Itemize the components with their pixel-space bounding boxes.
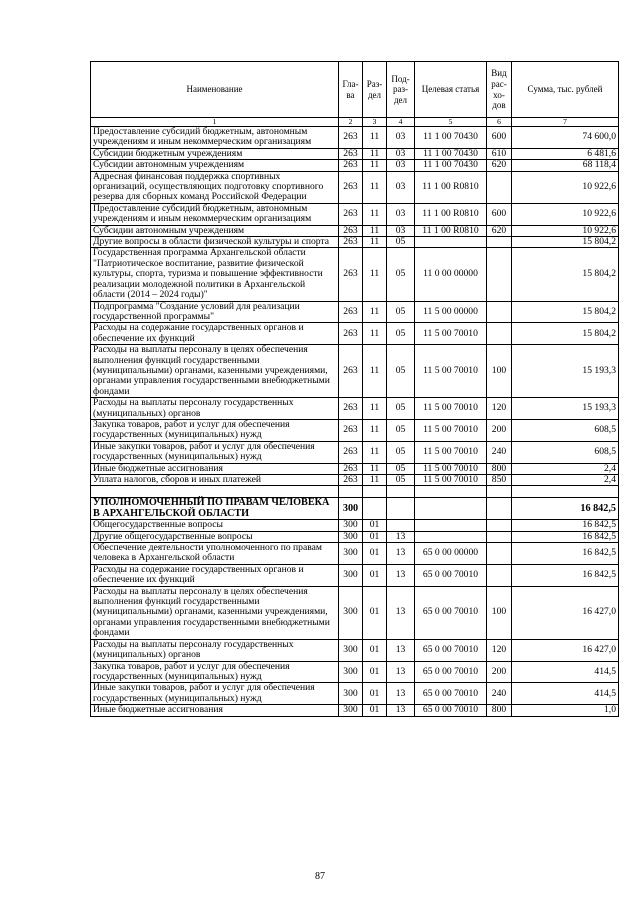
cell-vid: 200 <box>487 661 512 683</box>
cell-podrazdel: 03 <box>387 148 415 159</box>
cell-vid: 100 <box>487 345 512 398</box>
cell-name: Субсидии автономным учреждениям <box>91 225 339 236</box>
cell-vid: 240 <box>487 441 512 463</box>
cell-sum: 414,5 <box>512 683 619 705</box>
cell-razdel: 11 <box>363 463 387 474</box>
cell-sum: 10 922,6 <box>512 225 619 236</box>
page-number: 87 <box>315 871 325 882</box>
cell-sum: 15 804,2 <box>512 248 619 301</box>
cell-sum: 15 804,2 <box>512 301 619 323</box>
cell-razdel: 11 <box>363 441 387 463</box>
cell-sum: 2,4 <box>512 475 619 486</box>
cell-razdel: 11 <box>363 323 387 345</box>
cell-podrazdel: 03 <box>387 160 415 171</box>
cell-target <box>415 498 487 520</box>
cell-razdel: 11 <box>363 160 387 171</box>
cell-podrazdel: 13 <box>387 543 415 565</box>
table-row <box>91 520 619 531</box>
cell-sum: 2,4 <box>512 463 619 474</box>
cell-vid <box>487 498 512 520</box>
cell-glava <box>339 486 363 498</box>
cell-razdel: 11 <box>363 127 387 149</box>
table-row <box>91 398 619 420</box>
header-glava: Гла-ва <box>339 62 363 118</box>
table-row <box>91 237 619 248</box>
cell-razdel: 01 <box>363 683 387 705</box>
cell-glava: 263 <box>339 441 363 463</box>
header-razdel: Раз-дел <box>363 62 387 118</box>
table-row <box>91 248 619 301</box>
cell-podrazdel: 03 <box>387 171 415 203</box>
table-row <box>91 301 619 323</box>
cell-vid: 620 <box>487 225 512 236</box>
cell-razdel: 11 <box>363 225 387 236</box>
cell-name: Расходы на содержание государственных органов и обеспечение их функций <box>91 323 339 345</box>
cell-glava: 263 <box>339 398 363 420</box>
cell-name: Субсидии автономным учреждениям <box>91 160 339 171</box>
cell-target: 11 1 00 70430 <box>415 160 487 171</box>
header-vid: Вид рас-хо-дов <box>487 62 512 118</box>
cell-name: Другие вопросы в области физической культуры и спорта <box>91 237 339 248</box>
cell-razdel: 01 <box>363 520 387 531</box>
cell-podrazdel <box>387 520 415 531</box>
cell-glava: 263 <box>339 171 363 203</box>
cell-sum: 16 842,5 <box>512 520 619 531</box>
cell-vid <box>487 520 512 531</box>
cell-name: Предоставление субсидий бюджетным, автономным учреждениям и иным некоммерческим организациям <box>91 127 339 149</box>
cell-glava: 263 <box>339 127 363 149</box>
cell-vid <box>487 248 512 301</box>
cell-sum: 74 600,0 <box>512 127 619 149</box>
table-row <box>91 419 619 441</box>
cell-podrazdel: 05 <box>387 398 415 420</box>
cell-sum: 6 481,6 <box>512 148 619 159</box>
cell-razdel: 01 <box>363 705 387 716</box>
table-row <box>91 586 619 639</box>
cell-vid <box>487 543 512 565</box>
cell-razdel: 01 <box>363 661 387 683</box>
cell-name: Иные бюджетные ассигнования <box>91 463 339 474</box>
cell-sum: 16 427,0 <box>512 639 619 661</box>
cell-glava: 300 <box>339 498 363 520</box>
cell-name: Подпрограмма "Создание условий для реализации государственной программы" <box>91 301 339 323</box>
cell-name: Предоставление субсидий бюджетным, автономным учреждениям и иным некоммерческим организациям <box>91 203 339 225</box>
column-number: 4 <box>387 118 415 127</box>
budget-table <box>90 61 619 717</box>
cell-sum: 16 427,0 <box>512 586 619 639</box>
cell-glava: 263 <box>339 345 363 398</box>
cell-sum: 608,5 <box>512 441 619 463</box>
cell-podrazdel: 05 <box>387 419 415 441</box>
budget-table-sheet <box>90 61 618 717</box>
cell-target: 65 0 00 70010 <box>415 564 487 586</box>
cell-sum: 16 842,5 <box>512 564 619 586</box>
cell-target <box>415 237 487 248</box>
table-row <box>91 564 619 586</box>
header-target: Целевая статья <box>415 62 487 118</box>
cell-target: 11 5 00 70010 <box>415 419 487 441</box>
cell-glava: 263 <box>339 323 363 345</box>
cell-target <box>415 520 487 531</box>
cell-vid: 600 <box>487 127 512 149</box>
table-row <box>91 531 619 542</box>
cell-razdel: 11 <box>363 398 387 420</box>
cell-glava: 263 <box>339 419 363 441</box>
cell-razdel <box>363 486 387 498</box>
cell-target: 65 0 00 00000 <box>415 543 487 565</box>
cell-podrazdel: 13 <box>387 531 415 542</box>
cell-glava: 300 <box>339 683 363 705</box>
cell-sum: 16 842,5 <box>512 531 619 542</box>
cell-glava: 300 <box>339 705 363 716</box>
cell-razdel: 11 <box>363 171 387 203</box>
table-row <box>91 148 619 159</box>
cell-vid: 850 <box>487 475 512 486</box>
cell-name: Обеспечение деятельности уполномоченного по правам человека в Архангельской области <box>91 543 339 565</box>
cell-glava: 300 <box>339 639 363 661</box>
cell-name: УПОЛНОМОЧЕННЫЙ ПО ПРАВАМ ЧЕЛОВЕКА В АРХАНГЕЛЬСКОЙ ОБЛАСТИ <box>91 498 339 520</box>
cell-glava: 263 <box>339 475 363 486</box>
cell-name: Другие общегосударственные вопросы <box>91 531 339 542</box>
cell-glava: 263 <box>339 160 363 171</box>
table-row <box>91 127 619 149</box>
cell-sum: 414,5 <box>512 661 619 683</box>
cell-glava: 263 <box>339 301 363 323</box>
cell-target: 11 1 00 70430 <box>415 148 487 159</box>
header-sum: Сумма, тыс. рублей <box>512 62 619 118</box>
cell-sum: 15 804,2 <box>512 237 619 248</box>
cell-vid <box>487 531 512 542</box>
cell-razdel: 11 <box>363 248 387 301</box>
cell-glava: 300 <box>339 564 363 586</box>
cell-glava: 300 <box>339 531 363 542</box>
cell-sum: 15 804,2 <box>512 323 619 345</box>
cell-vid: 240 <box>487 683 512 705</box>
column-number: 2 <box>339 118 363 127</box>
cell-podrazdel: 03 <box>387 127 415 149</box>
cell-razdel: 01 <box>363 531 387 542</box>
cell-target: 11 5 00 70010 <box>415 323 487 345</box>
cell-target: 11 5 00 70010 <box>415 475 487 486</box>
cell-sum: 15 193,3 <box>512 345 619 398</box>
cell-vid: 200 <box>487 419 512 441</box>
cell-razdel: 01 <box>363 564 387 586</box>
cell-razdel: 11 <box>363 237 387 248</box>
cell-target <box>415 531 487 542</box>
cell-podrazdel: 03 <box>387 225 415 236</box>
column-number: 1 <box>91 118 339 127</box>
cell-podrazdel: 13 <box>387 661 415 683</box>
table-row <box>91 463 619 474</box>
cell-name: Расходы на выплаты персоналу государственных (муниципальных) органов <box>91 639 339 661</box>
cell-sum: 10 922,6 <box>512 203 619 225</box>
cell-glava: 300 <box>339 661 363 683</box>
table-row <box>91 203 619 225</box>
cell-vid: 610 <box>487 148 512 159</box>
cell-razdel <box>363 498 387 520</box>
column-number: 5 <box>415 118 487 127</box>
cell-podrazdel: 05 <box>387 301 415 323</box>
column-number: 3 <box>363 118 387 127</box>
cell-sum <box>512 486 619 498</box>
cell-name: Расходы на выплаты персоналу в целях обеспечения выполнения функций государственными (муниципальными) органами, казенными учреждениями, органами управления государственными внебюджетными фондами <box>91 345 339 398</box>
cell-podrazdel: 13 <box>387 564 415 586</box>
table-row <box>91 498 619 520</box>
table-row <box>91 171 619 203</box>
cell-razdel: 11 <box>363 301 387 323</box>
cell-vid: 100 <box>487 586 512 639</box>
cell-razdel: 11 <box>363 475 387 486</box>
cell-podrazdel <box>387 498 415 520</box>
cell-vid <box>487 564 512 586</box>
cell-sum: 16 842,5 <box>512 498 619 520</box>
cell-target: 65 0 00 70010 <box>415 586 487 639</box>
table-row <box>91 475 619 486</box>
cell-podrazdel <box>387 486 415 498</box>
cell-razdel: 11 <box>363 148 387 159</box>
cell-name: Общегосударственные вопросы <box>91 520 339 531</box>
cell-name: Расходы на выплаты персоналу государственных (муниципальных) органов <box>91 398 339 420</box>
cell-podrazdel: 13 <box>387 639 415 661</box>
cell-name: Государственная программа Архангельской области "Патриотическое воспитание, развитие физической культуры, спорта, туризма и повышение эффективности реализации молодежной политики в Архангельской области (2014 – 2024 годы)" <box>91 248 339 301</box>
cell-target: 11 0 00 00000 <box>415 248 487 301</box>
cell-vid: 800 <box>487 705 512 716</box>
cell-podrazdel: 05 <box>387 475 415 486</box>
table-body <box>91 127 619 717</box>
cell-podrazdel: 05 <box>387 323 415 345</box>
cell-name: Расходы на выплаты персоналу в целях обеспечения выполнения функций государственными (муниципальными) органами, казенными учреждениями, органами управления государственными внебюджетными фондами <box>91 586 339 639</box>
cell-podrazdel: 05 <box>387 345 415 398</box>
cell-target: 65 0 00 70010 <box>415 683 487 705</box>
table-row <box>91 683 619 705</box>
cell-vid <box>487 237 512 248</box>
cell-glava: 263 <box>339 463 363 474</box>
cell-target: 11 5 00 00000 <box>415 301 487 323</box>
cell-name: Закупка товаров, работ и услуг для обеспечения государственных (муниципальных) нужд <box>91 661 339 683</box>
cell-glava: 263 <box>339 203 363 225</box>
cell-vid <box>487 171 512 203</box>
table-row <box>91 705 619 716</box>
cell-sum: 608,5 <box>512 419 619 441</box>
cell-sum: 10 922,6 <box>512 171 619 203</box>
cell-name: Иные бюджетные ассигнования <box>91 705 339 716</box>
cell-razdel: 01 <box>363 586 387 639</box>
cell-podrazdel: 05 <box>387 441 415 463</box>
header-podrazdel: Под-раз-дел <box>387 62 415 118</box>
cell-name: Расходы на содержание государственных органов и обеспечение их функций <box>91 564 339 586</box>
table-row <box>91 639 619 661</box>
cell-target: 11 5 00 70010 <box>415 463 487 474</box>
header-row <box>91 62 619 118</box>
cell-vid: 600 <box>487 203 512 225</box>
cell-glava: 263 <box>339 225 363 236</box>
cell-target: 11 1 00 R0810 <box>415 203 487 225</box>
cell-razdel: 01 <box>363 639 387 661</box>
table-row <box>91 160 619 171</box>
cell-sum: 68 118,4 <box>512 160 619 171</box>
cell-name: Адресная финансовая поддержка спортивных организаций, осуществляющих подготовку спортивного резерва для сборных команд Российской Федерации <box>91 171 339 203</box>
cell-sum: 16 842,5 <box>512 543 619 565</box>
table-row <box>91 543 619 565</box>
cell-sum: 15 193,3 <box>512 398 619 420</box>
cell-razdel: 01 <box>363 543 387 565</box>
cell-razdel: 11 <box>363 203 387 225</box>
header-name: Наименование <box>91 62 339 118</box>
cell-podrazdel: 05 <box>387 237 415 248</box>
cell-target: 11 1 00 R0810 <box>415 225 487 236</box>
cell-glava: 300 <box>339 586 363 639</box>
cell-podrazdel: 13 <box>387 705 415 716</box>
cell-podrazdel: 05 <box>387 463 415 474</box>
cell-target: 65 0 00 70010 <box>415 705 487 716</box>
cell-name: Закупка товаров, работ и услуг для обеспечения государственных (муниципальных) нужд <box>91 419 339 441</box>
cell-podrazdel: 13 <box>387 586 415 639</box>
column-number: 6 <box>487 118 512 127</box>
cell-sum: 1,0 <box>512 705 619 716</box>
cell-vid <box>487 323 512 345</box>
cell-glava: 263 <box>339 237 363 248</box>
table-row <box>91 661 619 683</box>
cell-glava: 263 <box>339 248 363 301</box>
cell-vid: 800 <box>487 463 512 474</box>
cell-glava: 263 <box>339 148 363 159</box>
cell-target: 11 1 00 70430 <box>415 127 487 149</box>
cell-target: 11 5 00 70010 <box>415 345 487 398</box>
cell-vid: 120 <box>487 639 512 661</box>
table-row <box>91 441 619 463</box>
column-number: 7 <box>512 118 619 127</box>
cell-glava: 300 <box>339 520 363 531</box>
cell-vid: 120 <box>487 398 512 420</box>
cell-target: 11 5 00 70010 <box>415 441 487 463</box>
cell-podrazdel: 05 <box>387 248 415 301</box>
cell-podrazdel: 03 <box>387 203 415 225</box>
table-row <box>91 225 619 236</box>
cell-vid <box>487 301 512 323</box>
cell-target: 65 0 00 70010 <box>415 661 487 683</box>
cell-razdel: 11 <box>363 419 387 441</box>
cell-vid <box>487 486 512 498</box>
cell-target: 11 5 00 70010 <box>415 398 487 420</box>
cell-name: Субсидии бюджетным учреждениям <box>91 148 339 159</box>
cell-podrazdel: 13 <box>387 683 415 705</box>
cell-vid: 620 <box>487 160 512 171</box>
table-row <box>91 345 619 398</box>
cell-name: Уплата налогов, сборов и иных платежей <box>91 475 339 486</box>
cell-razdel: 11 <box>363 345 387 398</box>
cell-name: Иные закупки товаров, работ и услуг для обеспечения государственных (муниципальных) нужд <box>91 441 339 463</box>
table-row <box>91 323 619 345</box>
cell-target: 11 1 00 R0810 <box>415 171 487 203</box>
cell-target: 65 0 00 70010 <box>415 639 487 661</box>
cell-target <box>415 486 487 498</box>
cell-name: Иные закупки товаров, работ и услуг для обеспечения государственных (муниципальных) нужд <box>91 683 339 705</box>
cell-glava: 300 <box>339 543 363 565</box>
